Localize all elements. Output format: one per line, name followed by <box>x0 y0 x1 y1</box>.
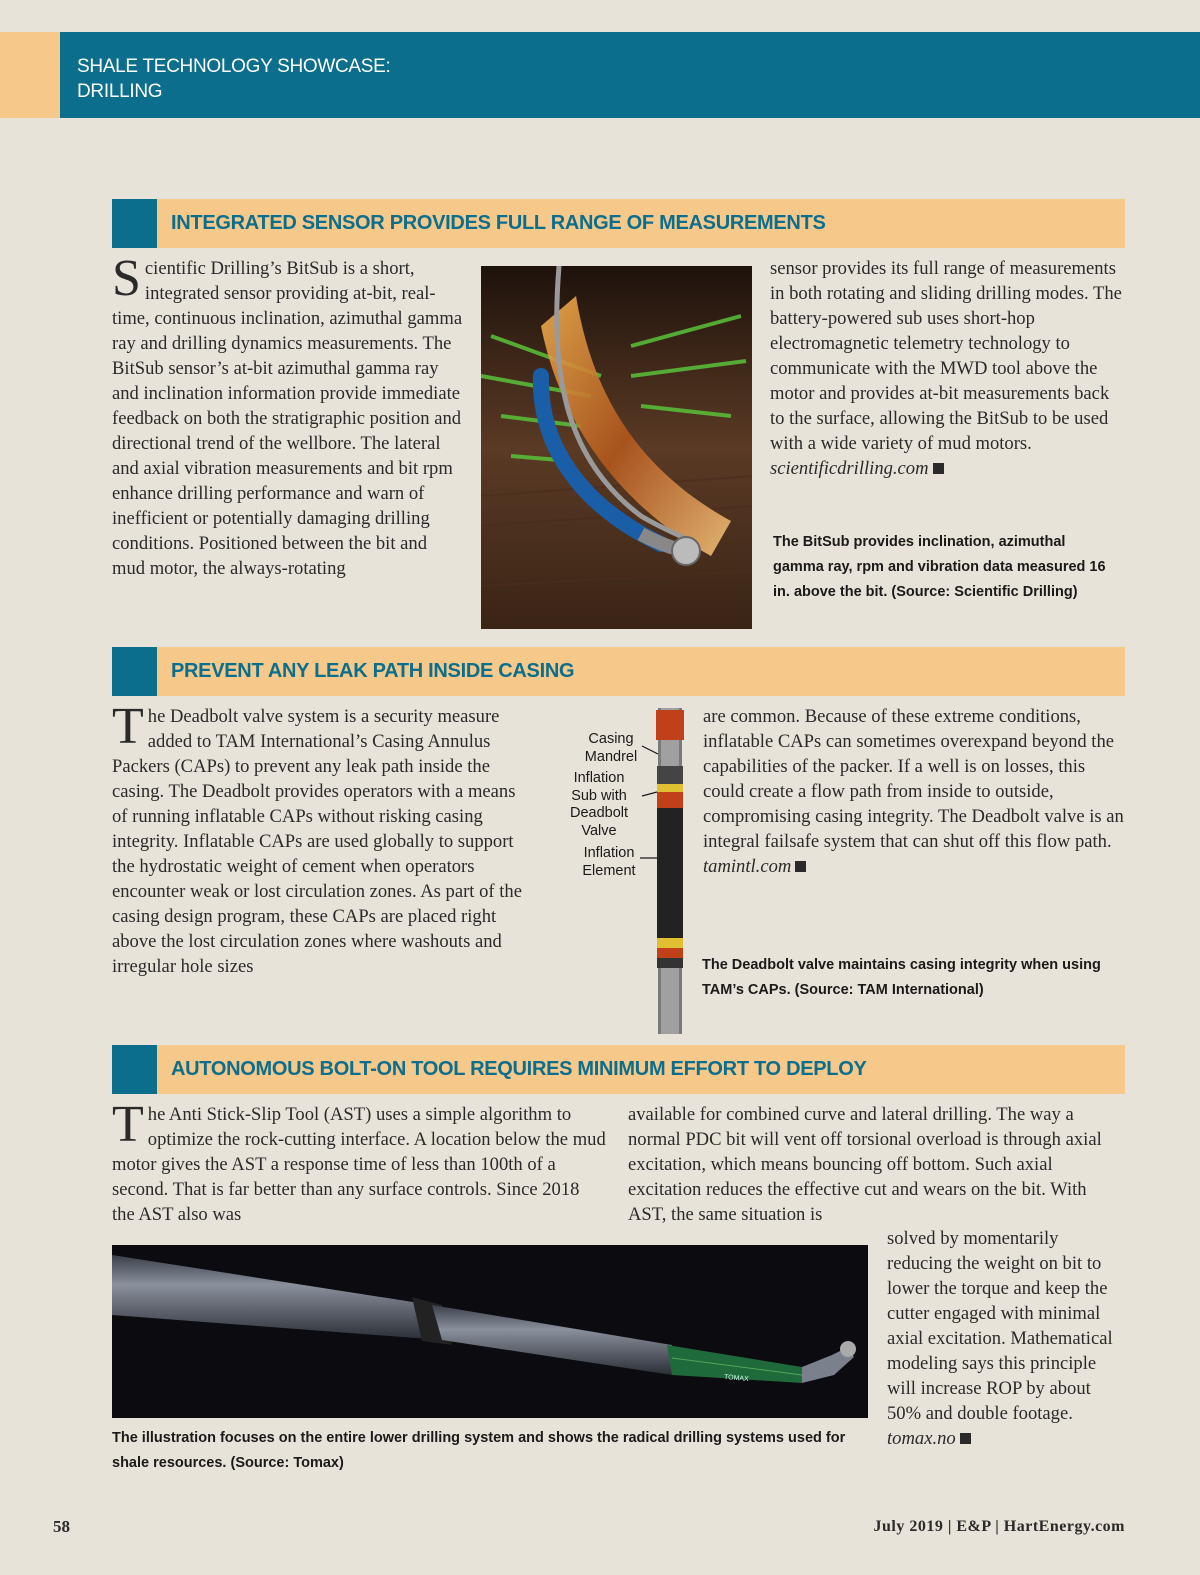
drop-cap: S <box>112 250 141 307</box>
section-3-link[interactable]: tomax.no <box>887 1428 956 1449</box>
end-mark <box>795 861 806 872</box>
section-1-column-2 <box>770 256 1125 481</box>
section-2-link[interactable]: tamintl.com <box>703 856 792 877</box>
label-inflation-element: Inflation Element <box>582 845 636 879</box>
page-number: 58 <box>53 1517 70 1536</box>
banner-line-1: SHALE TECHNOLOGY SHOWCASE: <box>77 56 391 77</box>
banner-tab <box>0 32 60 118</box>
section-2-title: PREVENT ANY LEAK PATH INSIDE CASING <box>171 660 575 682</box>
section-1-text-2: sensor provides its full range of measurements in both rotating and sliding drilling modes. The battery-powered sub uses short-hop electromagnetic telemetry technology to communicate with the MWD tool above the motor and provides at-bit measurements back to the surface, allowing the BitSub to be used with a wide variety of mud motors. <box>770 258 1122 454</box>
section-2-text-2: are common. Because of these extreme conditions, inflatable CAPs can sometimes overexpand beyond the capabilities of the packer. If a well is on losses, this could create a flow path from inside to outside, compromising casing integrity. The Deadbolt valve is an integral failsafe system that can shut off this flow path. <box>703 706 1124 852</box>
label-casing-mandrel: Casing Mandrel <box>584 731 638 765</box>
section-3-caption: The illustration focuses on the entire lower drilling system and shows the radical drilling systems used for shale resources. (Source: Tomax) <box>112 1430 846 1471</box>
banner-line-2: DRILLING <box>77 81 163 102</box>
section-1-caption: The BitSub provides inclination, azimuthal gamma ray, rpm and vibration data measured 16 in. above the bit. (Source: Scientific Drilling) <box>773 534 1106 600</box>
end-mark <box>933 463 944 474</box>
header-tab <box>112 199 157 248</box>
footer-credit: July 2019 | E&P | HartEnergy.com <box>873 1518 1125 1535</box>
section-2-column-2 <box>703 704 1125 879</box>
label-inflation-sub: Inflation Sub with Deadbolt Valve <box>569 770 629 839</box>
section-3-title: AUTONOMOUS BOLT-ON TOOL REQUIRES MINIMUM EFFORT TO DEPLOY <box>171 1058 867 1080</box>
section-2-caption: The Deadbolt valve maintains casing integrity when using TAM’s CAPs. (Source: TAM International) <box>702 957 1101 998</box>
tool-brand-text: TOMAX <box>723 1373 750 1384</box>
drop-cap: T <box>112 1096 144 1153</box>
section-3-column-3 <box>887 1226 1125 1451</box>
section-2-text-1: he Deadbolt valve system is a security measure added to TAM International’s Casing Annulus Packers (CAPs) to prevent any leak path inside the casing. The Deadbolt provides operators with a means of running inflatable CAPs without risking casing integrity. Inflatable CAPs are used globally to support the hydrostatic weight of cement when operators encounter weak or lost circulation zones. As part of the casing design program, these CAPs are placed right above the lost circulation zones where washouts and irregular hole sizes <box>112 706 522 977</box>
header-tab <box>112 647 157 696</box>
section-3-text-2: available for combined curve and lateral drilling. The way a normal PDC bit will vent off torsional overload is through axial excitation, which means bouncing off bottom. Such axial excitation reduces the effective cut and wears on the bit. With AST, the same situation is <box>628 1104 1102 1225</box>
section-3-column-2 <box>628 1102 1125 1227</box>
section-2-column-1 <box>112 698 524 979</box>
section-3-header <box>112 1045 1125 1094</box>
ast-tool-image <box>112 1245 868 1418</box>
section-3-text-1: he Anti Stick-Slip Tool (AST) uses a simple algorithm to optimize the rock-cutting interface. A location below the mud motor gives the AST a response time of less than 100th of a second. That is far better than any surface controls. Since 2018 the AST also was <box>112 1104 606 1225</box>
section-3-column-1 <box>112 1096 606 1227</box>
section-banner <box>0 32 1200 118</box>
header-tab <box>112 1045 157 1094</box>
section-1-title: INTEGRATED SENSOR PROVIDES FULL RANGE OF MEASUREMENTS <box>171 212 826 234</box>
end-mark <box>960 1433 971 1444</box>
section-1-column-1 <box>112 250 464 581</box>
section-1-text-1: cientific Drilling’s BitSub is a short, integrated sensor providing at-bit, real-time, continuous inclination, azimuthal gamma ray and drilling dynamics measurements. The BitSub sensor’s at-bit azimuthal gamma ray and inclination information provide immediate feedback on both the stratigraphic position and directional trend of the wellbore. The lateral and axial vibration measurements and bit rpm enhance drilling performance and warn of inefficient or potentially damaging drilling conditions. Positioned between the bit and mud motor, the always-rotating <box>112 258 463 579</box>
section-1-header <box>112 199 1125 248</box>
banner-title <box>77 54 391 104</box>
bitsub-image <box>481 266 752 629</box>
section-3-text-3: solved by momentarily reducing the weight on bit to lower the torque and keep the cutter engaged with minimal axial excitation. Mathematical modeling says this principle will increase ROP by about 50% and double footage. <box>887 1228 1113 1424</box>
section-2-header <box>112 647 1125 696</box>
section-1-link[interactable]: scientificdrilling.com <box>770 458 929 479</box>
drop-cap: T <box>112 698 144 755</box>
